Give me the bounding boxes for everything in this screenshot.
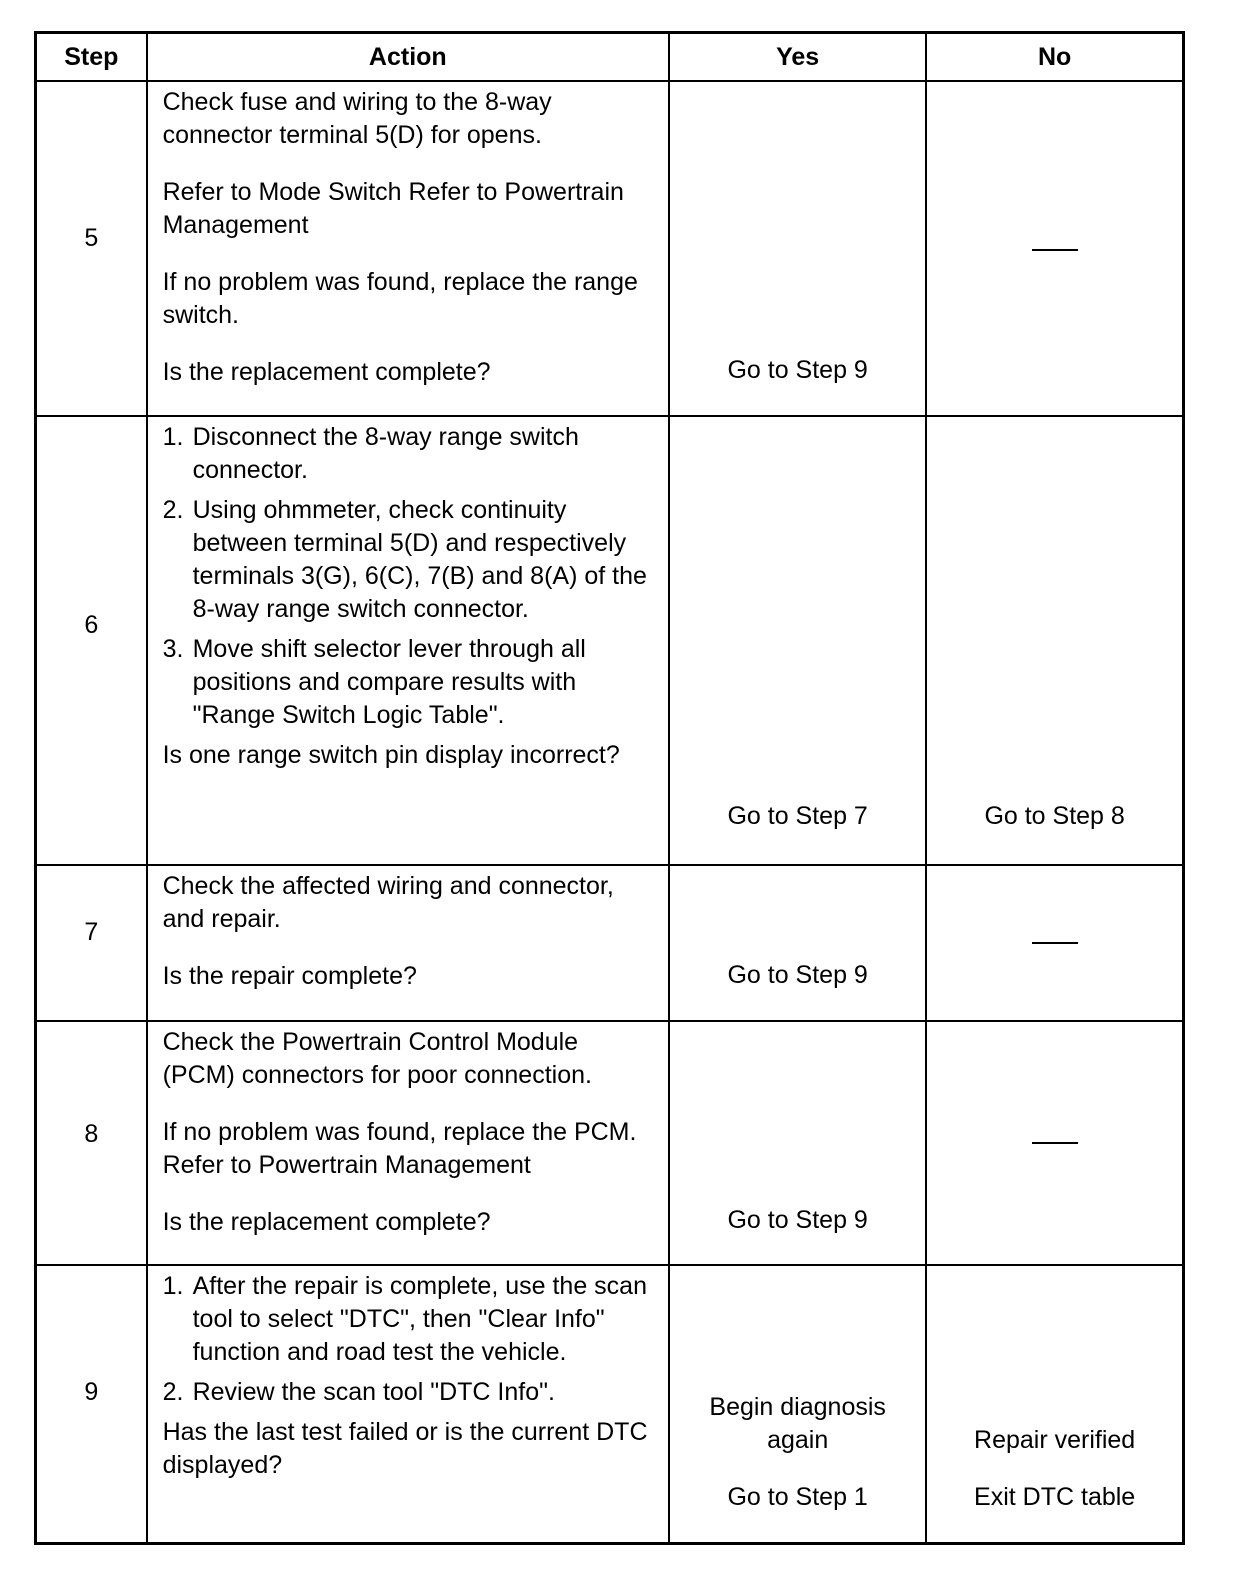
no-cell — [926, 416, 1183, 865]
action-cell — [147, 865, 669, 1021]
step-number: 5 — [36, 81, 147, 416]
list-item — [163, 633, 654, 732]
action-text: If no problem was found, replace the PCM. Refer to Powertrain Management — [162, 1117, 637, 1179]
question-text: Is the replacement complete? — [162, 358, 491, 387]
yes-cell — [669, 416, 926, 865]
yes-cell — [669, 865, 926, 1021]
list-text: Move shift selector lever through all positions and compare results with "Range Switch Logic Table". — [192, 635, 586, 730]
yes-cell — [669, 1021, 926, 1266]
list-text: After the repair is complete, use the scan tool to select "DTC", then "Clear Info" function and road test the vehicle. — [192, 1272, 647, 1367]
header-yes: Yes — [669, 33, 926, 82]
list-text: Disconnect the 8-way range switch connector. — [192, 423, 579, 485]
yes-cell — [669, 81, 926, 416]
yes-result: Go to Step 9 — [727, 961, 868, 990]
no-result: Repair verified — [974, 1426, 1136, 1455]
table-row — [36, 416, 1184, 865]
action-cell — [147, 416, 669, 865]
list-item — [163, 421, 654, 487]
list-number: 2. — [162, 1378, 184, 1407]
no-cell — [926, 1021, 1183, 1266]
question-text: Is the replacement complete? — [162, 1207, 491, 1236]
list-item — [163, 1376, 654, 1409]
step-number: 6 — [36, 416, 147, 865]
action-text: Check fuse and wiring to the 8-way connector terminal 5(D) for opens. — [162, 88, 552, 150]
list-text: Review the scan tool "DTC Info". — [192, 1378, 555, 1407]
list-number: 2. — [162, 496, 184, 525]
diagnostic-table — [34, 31, 1185, 1545]
action-text: If no problem was found, replace the range switch. — [162, 268, 638, 330]
yes-result: Go to Step 7 — [727, 802, 868, 831]
no-result-dash — [1032, 942, 1078, 944]
header-row — [36, 33, 1184, 82]
no-result: Exit DTC table — [974, 1483, 1136, 1512]
action-cell — [147, 1021, 669, 1266]
table-row — [36, 865, 1184, 1021]
no-result-dash — [1032, 1142, 1078, 1144]
table-row — [36, 1265, 1184, 1543]
yes-result: Go to Step 9 — [727, 1205, 868, 1234]
yes-result: Go to Step 9 — [727, 356, 868, 385]
yes-result: Go to Step 1 — [727, 1483, 868, 1512]
list-number: 1. — [162, 1272, 184, 1301]
question-text: Is one range switch pin display incorrect? — [162, 741, 620, 770]
yes-result: Begin diagnosis again — [709, 1393, 886, 1455]
header-step: Step — [36, 33, 147, 82]
step-number: 8 — [36, 1021, 147, 1266]
list-text: Using ohmmeter, check continuity between terminal 5(D) and respectively terminals 3(G), 6(C), 7(B) and 8(A) of the 8-way range switch connector. — [192, 496, 647, 624]
header-action: Action — [147, 33, 669, 82]
no-cell — [926, 1265, 1183, 1543]
no-result: Go to Step 8 — [984, 802, 1125, 831]
action-text: Check the Powertrain Control Module (PCM) connectors for poor connection. — [162, 1027, 592, 1089]
action-cell — [147, 1265, 669, 1543]
table-row — [36, 81, 1184, 416]
question-text: Is the repair complete? — [162, 962, 417, 991]
no-cell — [926, 81, 1183, 416]
action-text: Refer to Mode Switch Refer to Powertrain Management — [162, 178, 624, 240]
step-number: 9 — [36, 1265, 147, 1543]
yes-cell — [669, 1265, 926, 1543]
question-text: Has the last test failed or is the current DTC displayed? — [162, 1418, 648, 1480]
no-cell — [926, 865, 1183, 1021]
header-no: No — [926, 33, 1183, 82]
list-number: 1. — [162, 423, 184, 452]
list-number: 3. — [162, 635, 184, 664]
list-item — [163, 1270, 654, 1369]
no-result-dash — [1032, 249, 1078, 251]
action-cell — [147, 81, 669, 416]
action-text: Check the affected wiring and connector, and repair. — [162, 872, 614, 934]
table-row — [36, 1021, 1184, 1266]
step-number: 7 — [36, 865, 147, 1021]
list-item — [163, 494, 654, 626]
